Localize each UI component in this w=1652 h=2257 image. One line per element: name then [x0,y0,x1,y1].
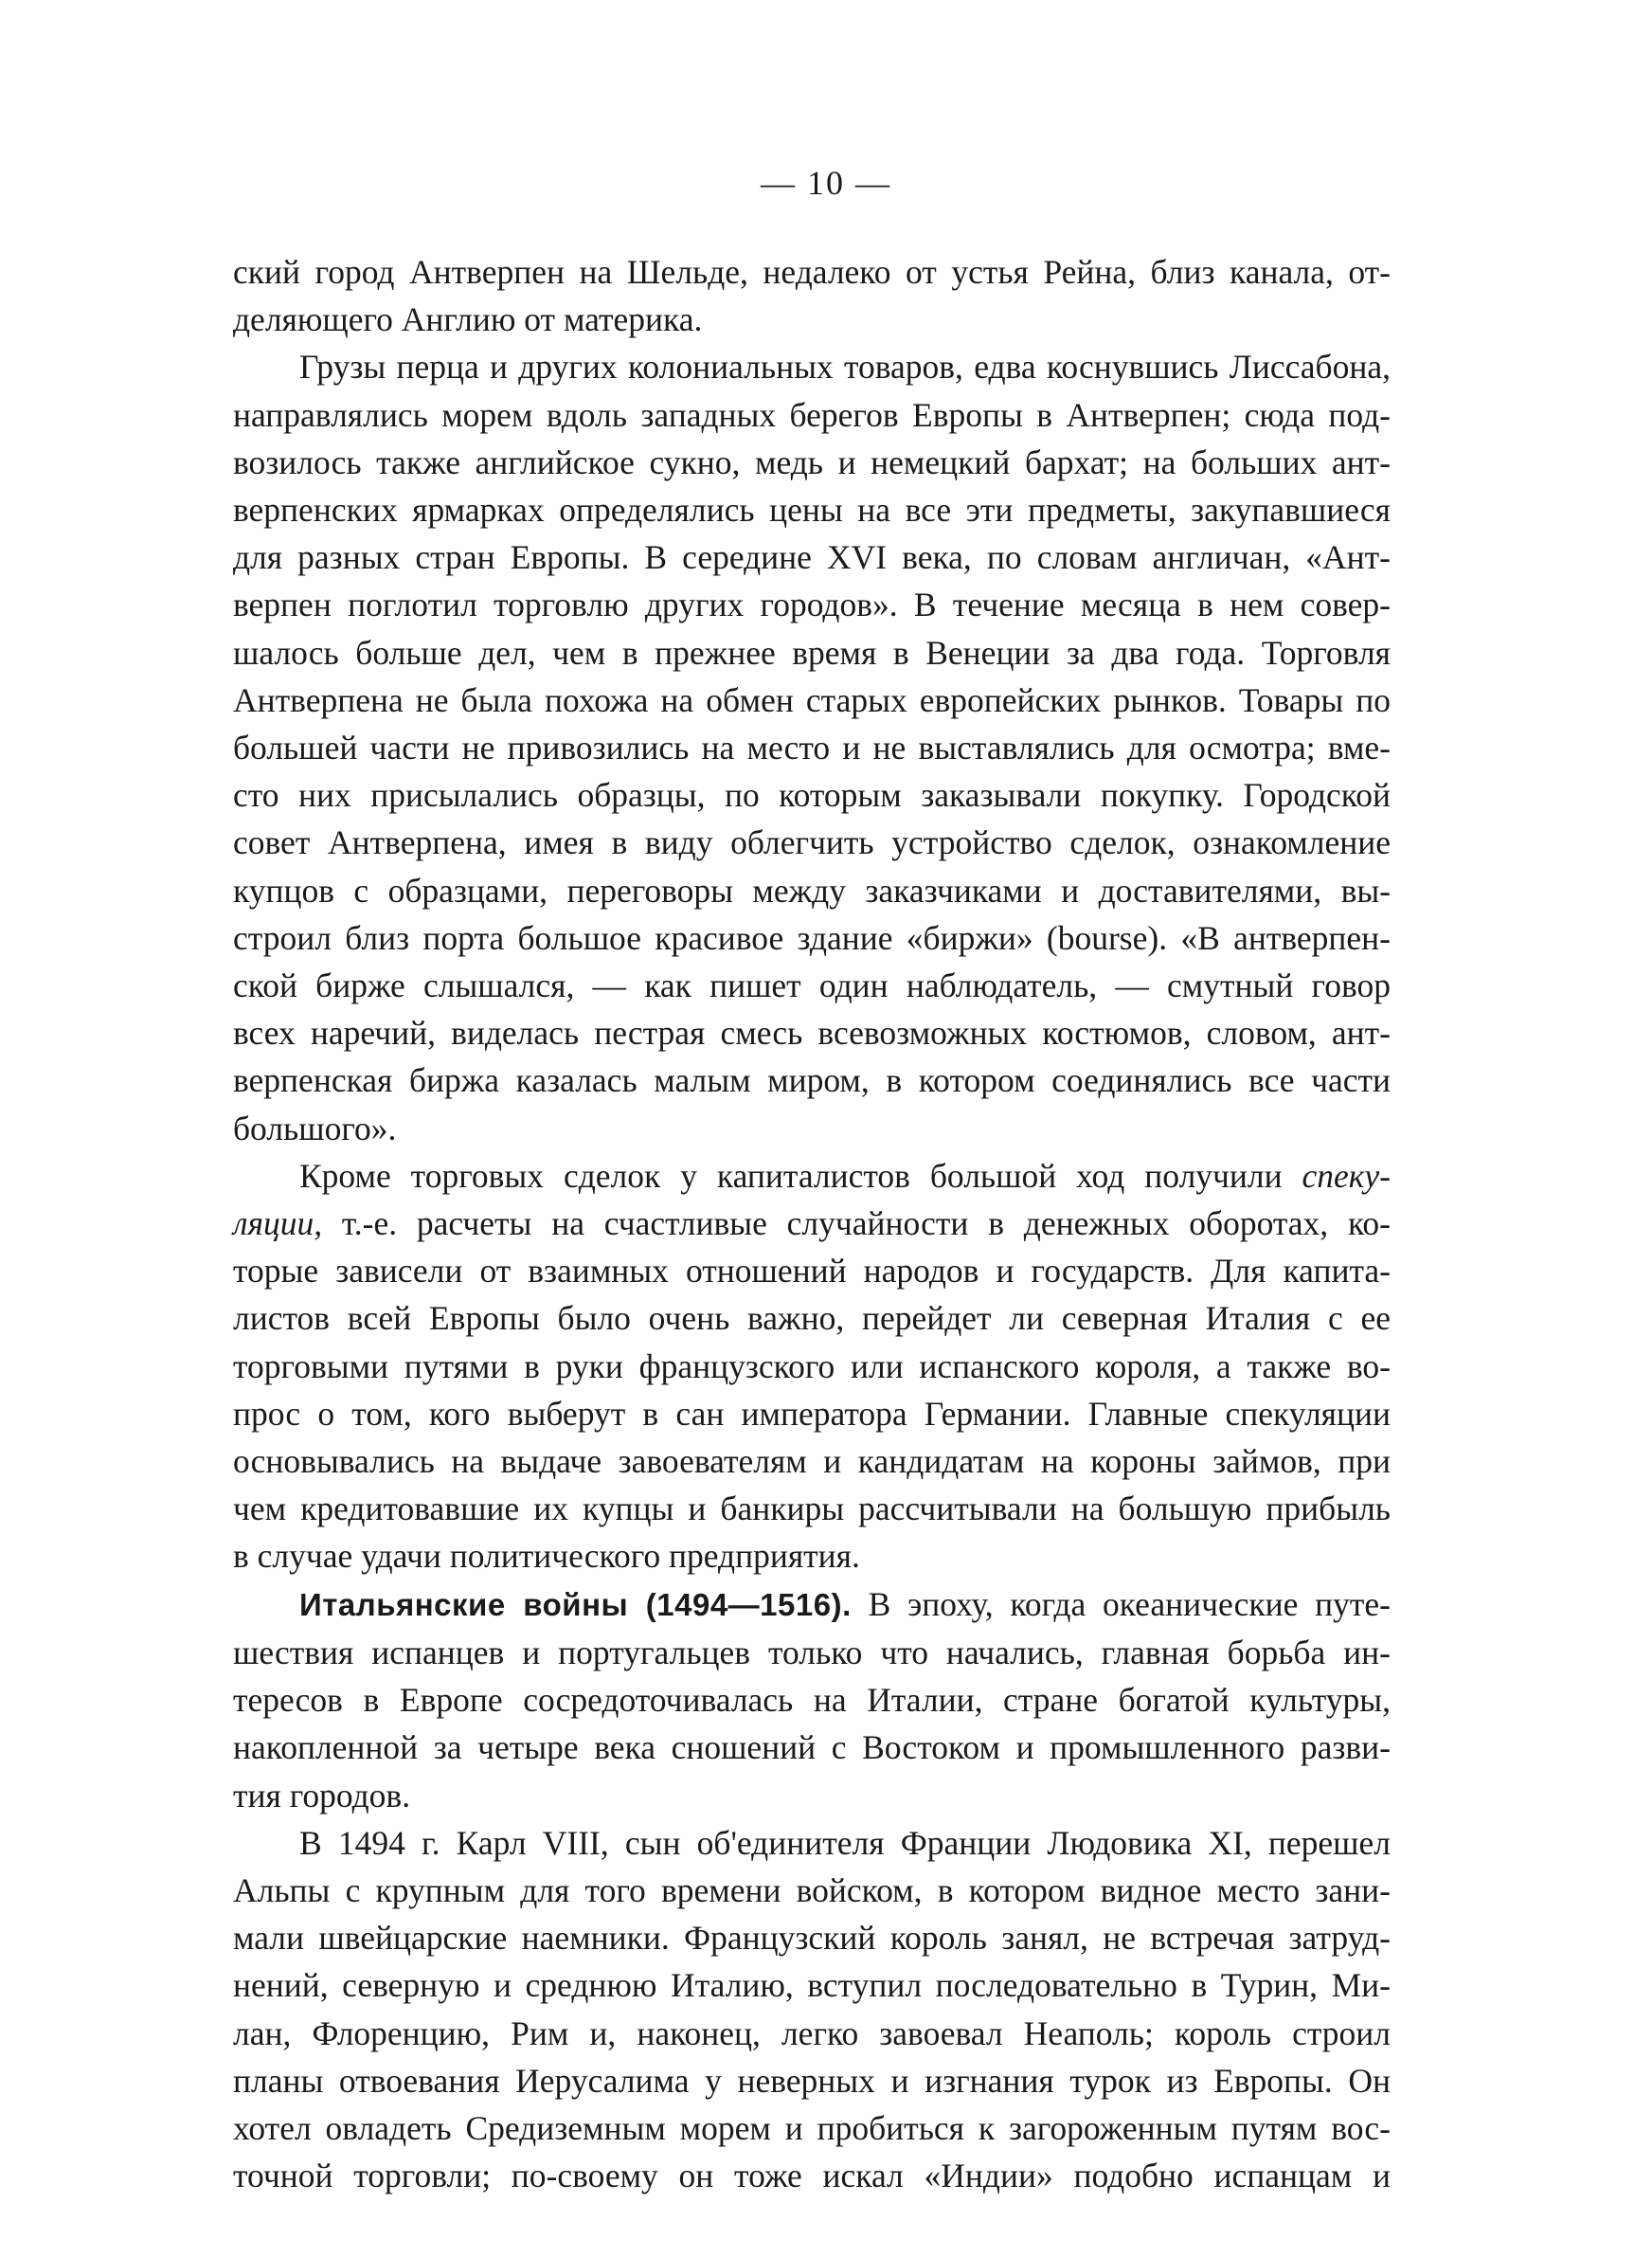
section-heading: Итальянские войны (1494—1516). [299,1586,852,1622]
text-line: Грузы перца и других колониальных товаров, едва коснувшись Лиссабона, [299,348,1391,387]
text-line [233,1200,1391,1247]
text-line: большей части не привозились на место и не выставлялись для осмотра; вме- [233,729,1391,767]
text-line: накопленной за четыре века сношений с Востоком и промышленного разви- [233,1728,1391,1767]
text-line: планы отвоевания Иерусалима у неверных и изгнания турок из Европы. Он [233,2061,1391,2100]
paragraph [233,1152,1391,1580]
text-line: точной торговли; по-своему он тоже искал «Индии» подобно испанцам и [233,2157,1391,2195]
paragraph [233,343,1391,1151]
text-line: купцов с образцами, переговоры между заказчиками и доставителями, вы- [233,871,1391,910]
text-run: В эпоху, когда океанические путе- [851,1584,1391,1623]
text-line: направлялись морем вдоль западных берегов Европы в Антверпен; сюда под- [233,395,1391,434]
text-run: Кроме торговых сделок у капиталистов большой ход получили [299,1156,1302,1195]
paragraph [233,1580,1391,1819]
body-text [233,248,1391,2199]
paragraph [233,248,1391,343]
text-line: Альпы с крупным для того времени войском, в котором видное место зани- [233,1870,1391,1909]
text-line: ский город Антверпен на Шельде, недалеко от устья Рейна, близ канала, от- [233,253,1391,291]
text-line: сто них присылались образцы, по которым заказывали покупку. Городской [233,776,1391,815]
text-line: совет Антверпена, имея в виду облегчить устройство сделок, ознакомление [233,823,1391,862]
text-line: ской бирже слышался, — как пишет один наблюдатель, — смутный говор [233,966,1391,1005]
text-line: торые зависели от взаимных отношений народов и государств. Для капита- [233,1252,1391,1291]
italic-term: ляции, [233,1204,323,1243]
text-line: Антверпена не была похожа на обмен старых европейских рынков. Товары по [233,680,1391,719]
text-line: деляющего Англию от материка. [233,300,703,339]
text-line: шалось больше дел, чем в прежнее время в Венеции за два года. Торговля [233,633,1391,672]
text-line: верпенских ярмарках определялись цены на все эти предметы, закупавшиеся [233,491,1391,530]
text-line: возилось также английское сукно, медь и немецкий бархат; на больших ант- [233,442,1391,481]
page-number: — 10 — [761,164,891,202]
text-line: основывались на выдаче завоевателям и кандидатам на короны займов, при [233,1442,1391,1481]
text-line: нений, северную и среднюю Италию, вступил последовательно в Турин, Ми- [233,1966,1391,2005]
text-line: тия городов. [233,1776,411,1815]
text-line: строил близ порта большое красивое здание «биржи» (bourse). «В антверпен- [233,918,1391,957]
text-line: шествия испанцев и португальцев только что начались, главная борьба ин- [233,1633,1391,1671]
text-line: прос о том, кого выберут в сан императора Германии. Главные спекуляции [233,1394,1391,1433]
text-line: торговыми путями в руки французского или испанского короля, а также во- [233,1346,1391,1385]
text-line: мали швейцарские наемники. Французский король занял, не встречая затруд- [233,1919,1391,1958]
text-run: т.-е. расчеты на счастливые случайности в денежных оборотах, ко- [322,1204,1391,1243]
text-line: большого». [233,1109,397,1147]
text-line: в случае удачи политического предприятия. [233,1537,860,1576]
text-line [233,1580,1391,1629]
text-line: верпенская биржа казалась малым миром, в котором соединялись все части [233,1061,1391,1100]
text-line: хотел овладеть Средиземным морем и пробиться к загороженным путям вос- [233,2108,1391,2147]
text-line: для разных стран Европы. В середине XVI века, по словам англичан, «Ант- [233,538,1391,577]
text-line: всех наречий, виделась пестрая смесь всевозможных костюмов, словом, ант- [233,1014,1391,1053]
text-line: листов всей Европы было очень важно, перейдет ли северная Италия с ее [233,1299,1391,1338]
italic-term: спеку- [1302,1156,1391,1195]
text-line: верпен поглотил торговлю других городов». В течение месяца в нем совер- [233,586,1391,624]
text-line: лан, Флоренцию, Рим и, наконец, легко завоевал Неаполь; король строил [233,2013,1391,2052]
text-line: В 1494 г. Карл VIII, сын об'единителя Франции Людовика XI, перешел [299,1823,1391,1862]
text-line: чем кредитовавшие их купцы и банкиры рассчитывали на большую прибыль [233,1490,1391,1528]
paragraph [233,1819,1391,2200]
text-line [233,1152,1391,1200]
text-line: тересов в Европе сосредоточивалась на Италии, стране богатой культуры, [233,1681,1391,1720]
